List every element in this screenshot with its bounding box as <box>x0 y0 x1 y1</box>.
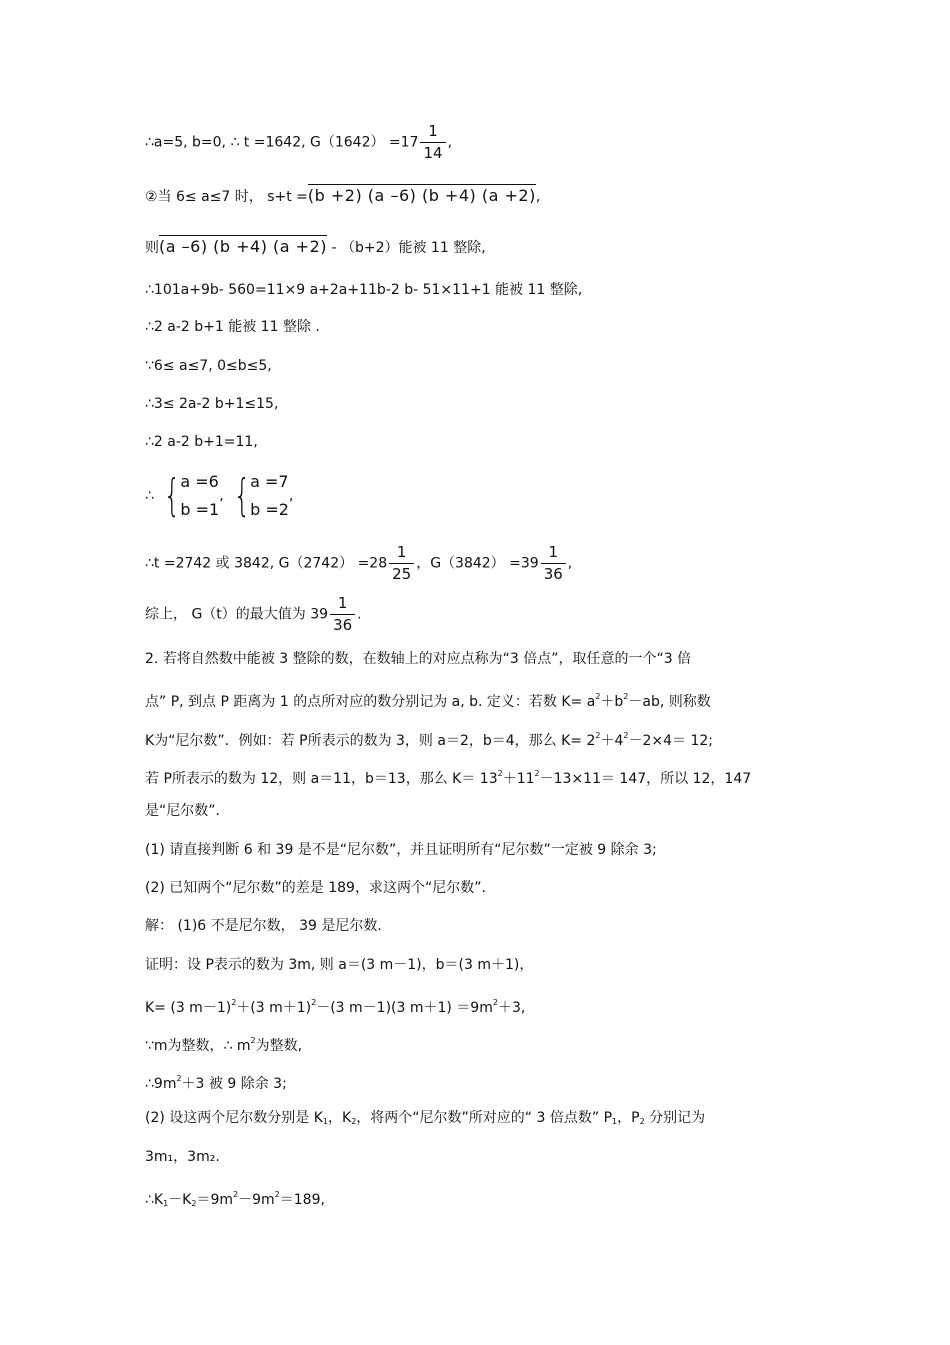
numerator: 1 <box>420 122 445 143</box>
text: －13×11＝ 147，所以 12，147 <box>539 771 752 787</box>
text: ＝9m <box>196 1192 234 1208</box>
text: ∴K <box>145 1192 164 1208</box>
text: －9m <box>238 1192 275 1208</box>
problem-2-line-4 <box>145 764 751 789</box>
problem-2-line-3 <box>145 726 713 751</box>
text: ＋b <box>600 694 624 710</box>
text: K为“尼尔数”．例如：若 P所表示的数为 3，则 a＝2，b＝4，那么 K= 2 <box>145 733 596 749</box>
text: －(3 m－1)(3 m＋1) ＝9m <box>316 1000 493 1016</box>
brace: { <box>163 470 181 521</box>
numerator: 1 <box>389 543 414 564</box>
solution-line-4 <box>145 1031 302 1056</box>
fraction <box>389 543 414 584</box>
line-10 <box>145 543 572 584</box>
text: ，K <box>328 1110 352 1126</box>
superscript: 2 <box>274 1190 280 1199</box>
text: ，G（3842） =39 <box>416 555 539 572</box>
denominator: 14 <box>423 144 443 162</box>
question-2: (2) 已知两个“尼尔数”的差是 189，求这两个“尼尔数”． <box>145 880 496 896</box>
subscript: 1 <box>322 1117 329 1126</box>
fraction <box>420 122 445 163</box>
text: ＋4 <box>600 733 624 749</box>
superscript: 2 <box>231 998 237 1007</box>
text: K= (3 m－1) <box>145 1000 232 1016</box>
text: ∴t =2742 或 3842, G（2742） =28 <box>145 555 388 572</box>
fraction <box>330 594 355 635</box>
text: , <box>567 555 573 572</box>
numerator: 1 <box>541 543 566 564</box>
text: 则 <box>145 240 159 256</box>
text: 点” P, 到点 P 距离为 1 的点所对应的数分别记为 a, b. 定义：若数 K= a <box>145 694 596 710</box>
numerator: 1 <box>330 594 355 615</box>
superscript: 2 <box>623 731 629 740</box>
superscript: 2 <box>233 1190 239 1199</box>
subscript: 2 <box>351 1117 357 1126</box>
solution-line-7: 3m₁，3m₂. <box>145 1149 220 1165</box>
superscript: 2 <box>250 1036 256 1045</box>
equation: b =2 <box>250 500 289 519</box>
superscript: 2 <box>497 769 503 778</box>
text: 为整数, <box>255 1038 303 1054</box>
text: ，将两个“尼尔数”所对应的“ 3 倍点数” P <box>356 1110 613 1126</box>
subscript: 2 <box>639 1117 645 1126</box>
text: ，P <box>617 1110 640 1126</box>
line-3 <box>145 237 486 258</box>
problem-2-line-1: 2. 若将自然数中能被 3 整除的数，在数轴上的对应点称为“3 倍点”，取任意的一个“3 倍 <box>145 651 692 667</box>
text: －2×4＝ 12; <box>628 733 714 749</box>
overlined-number: (b +2) (a –6) (b +4) (a +2) <box>307 186 536 205</box>
line-2 <box>145 186 540 207</box>
superscript: 2 <box>595 731 601 740</box>
solution-line-3 <box>145 993 525 1018</box>
problem-2-line-2 <box>145 687 711 712</box>
fraction <box>541 543 566 584</box>
overlined-number: (a –6) (b +4) (a +2) <box>159 237 327 256</box>
brace: { <box>233 470 251 521</box>
line-8: ∴2 a-2 b+1=11, <box>145 434 258 450</box>
line-4: ∴101a+9b- 560=11×9 a+2a+11b-2 b- 51×11+1 能被 11 整除, <box>145 282 583 298</box>
text: ＝189, <box>279 1192 325 1208</box>
text: ②当 6≤ a≤7 时， s+t = <box>145 189 308 205</box>
text: －ab, 则称数 <box>628 694 711 710</box>
text: ∵m为整数，∴ m <box>145 1038 251 1054</box>
text: ∴a=5, b=0, ∴ t =1642, G（1642） =17 <box>145 134 419 151</box>
subscript: 1 <box>163 1199 169 1208</box>
text: 分别记为 <box>644 1110 706 1126</box>
equation: a =7 <box>250 472 289 491</box>
denominator: 25 <box>392 565 412 583</box>
text: ＋(3 m＋1) <box>236 1000 312 1016</box>
text: ＋3, <box>497 1000 526 1016</box>
text: (2) 设这两个尼尔数分别是 K <box>145 1110 323 1126</box>
line-5: ∴2 a-2 b+1 能被 11 整除 . <box>145 319 320 335</box>
solution-line-6 <box>145 1108 705 1132</box>
text: , <box>219 488 224 504</box>
text: ＋3 被 9 除余 3; <box>181 1076 287 1092</box>
equation: b =1 <box>180 500 220 519</box>
line-11 <box>145 594 362 635</box>
text: , <box>288 488 294 504</box>
superscript: 2 <box>176 1074 182 1083</box>
line-1 <box>145 122 452 163</box>
problem-2-line-5: 是“尼尔数”． <box>145 803 230 819</box>
text: －K <box>168 1192 192 1208</box>
equation: a =6 <box>180 472 219 491</box>
denominator: 36 <box>543 565 563 583</box>
system-1 <box>180 468 219 524</box>
text: - （b+2）能被 11 整除, <box>327 240 486 256</box>
line-7: ∴3≤ 2a-2 b+1≤15, <box>145 396 279 412</box>
text: . <box>357 606 362 623</box>
subscript: 1 <box>612 1117 618 1126</box>
subscript: 2 <box>191 1199 197 1208</box>
text: , <box>447 134 453 151</box>
superscript: 2 <box>311 998 317 1007</box>
solution-line-1: 解： (1)6 不是尼尔数， 39 是尼尔数. <box>145 918 382 934</box>
text: ∴ <box>145 488 154 504</box>
solution-line-8 <box>145 1185 325 1214</box>
superscript: 2 <box>534 769 540 778</box>
superscript: 2 <box>623 692 629 701</box>
text: ∴9m <box>145 1076 177 1092</box>
superscript: 2 <box>595 692 601 701</box>
solution-line-2: 证明：设 P表示的数为 3m, 则 a＝(3 m－1)，b＝(3 m＋1)， <box>145 957 534 973</box>
line-6: ∵6≤ a≤7, 0≤b≤5, <box>145 358 272 374</box>
text: , <box>535 189 541 205</box>
text: 综上， G（t）的最大值为 39 <box>145 606 329 623</box>
text: ＋11 <box>502 771 535 787</box>
question-1: (1) 请直接判断 6 和 39 是不是“尼尔数”，并且证明所有“尼尔数”一定被 9 除余 3; <box>145 842 657 858</box>
line-9-equation-system <box>145 468 293 524</box>
superscript: 2 <box>492 998 498 1007</box>
system-2 <box>250 468 289 524</box>
denominator: 36 <box>333 616 353 634</box>
solution-line-5 <box>145 1069 287 1094</box>
text: 若 P所表示的数为 12，则 a＝11，b＝13，那么 K＝ 13 <box>145 771 498 787</box>
